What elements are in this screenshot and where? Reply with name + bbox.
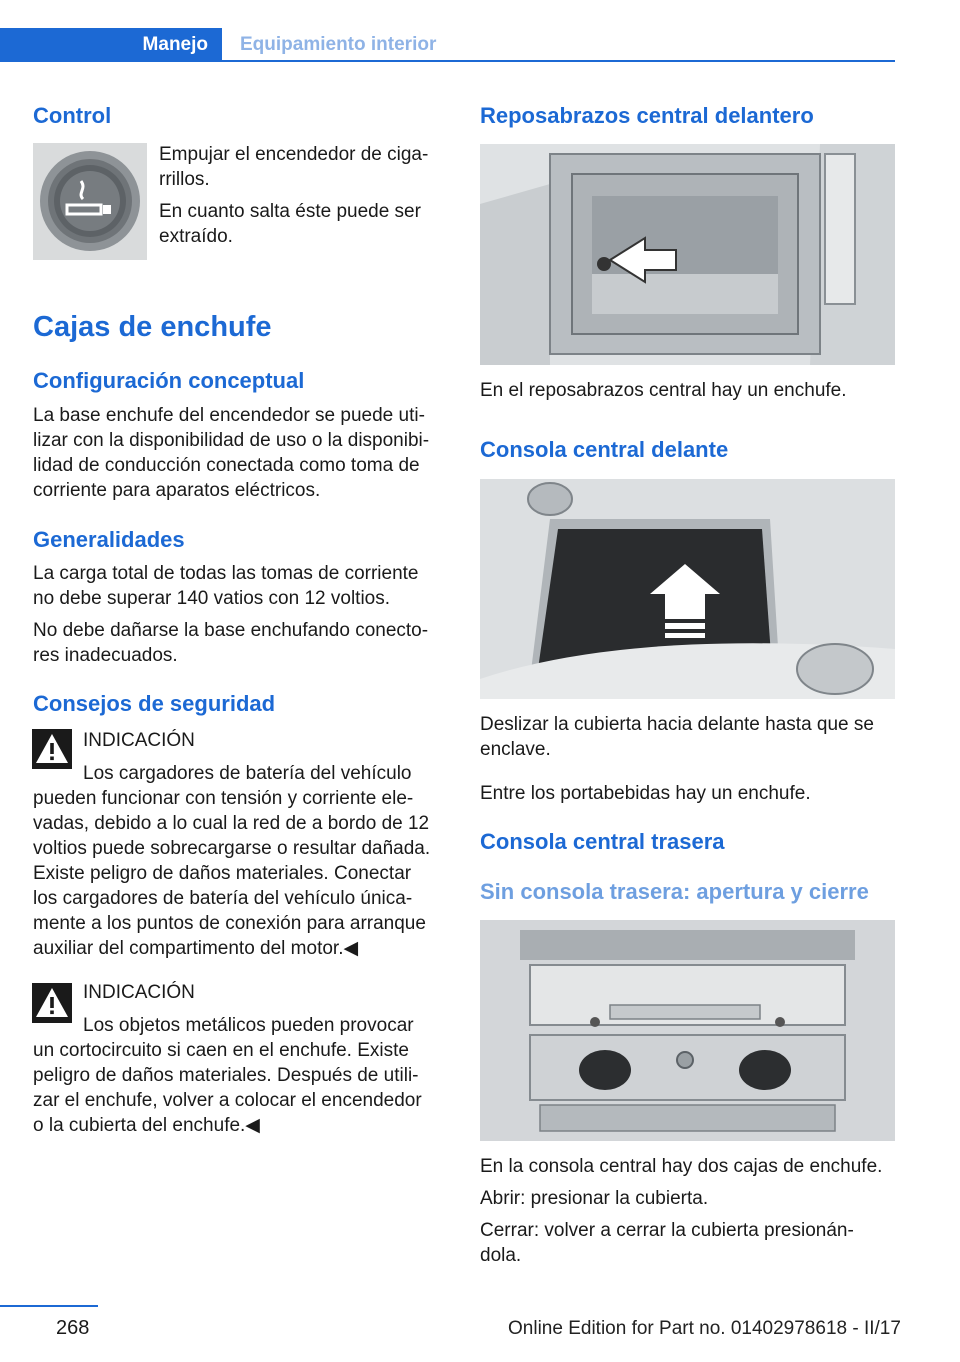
cigarette-lighter-image — [33, 143, 147, 260]
front-console-image — [480, 479, 895, 699]
general-text-2-line: res inadecuados. — [33, 645, 178, 666]
concept-text-line: corriente para aparatos eléctricos. — [33, 480, 321, 501]
control-text-1-line: rrillos. — [159, 169, 210, 190]
control-text-2 — [159, 199, 449, 249]
rear-console-text-2: Abrir: presionar la cubierta. — [480, 1188, 709, 1209]
general-text-2 — [33, 618, 453, 668]
front-console-illustration — [480, 479, 895, 699]
warning-1-line: auxiliar del compartimento del motor.◀ — [33, 938, 359, 959]
rear-console-text-3-line: Cerrar: volver a cerrar la cubierta presionán- — [480, 1220, 854, 1241]
warning-1-line: los cargadores de batería del vehículo única- — [33, 888, 413, 909]
armrest-image — [480, 144, 895, 365]
warning-1-first-line: Los cargadores de batería del vehículo — [83, 763, 412, 784]
front-console-heading: Consola central delante — [480, 437, 729, 462]
page-number: 268 — [56, 1317, 90, 1339]
footer-rule — [0, 1305, 98, 1307]
safety-heading: Consejos de seguridad — [33, 691, 276, 716]
concept-text-line: La base enchufe del encendedor se puede uti- — [33, 405, 425, 426]
header-chapter-tab[interactable]: Manejo — [142, 34, 208, 55]
control-text-1-line: Empujar el encendedor de ciga- — [159, 144, 429, 165]
control-text-1 — [159, 142, 449, 192]
warning-2-line: un cortocircuito si caen en el enchufe. Existe — [33, 1040, 409, 1061]
general-text-2-line: No debe dañarse la base enchufando conecto- — [33, 620, 429, 641]
rear-console-text-3 — [480, 1218, 900, 1268]
warning-1-line: vadas, debido a lo cual la red de a bordo de 12 — [33, 813, 430, 834]
front-console-text-1 — [480, 712, 900, 762]
concept-text — [33, 403, 453, 503]
general-text-1 — [33, 561, 453, 611]
page-title: Cajas de enchufe — [33, 311, 272, 343]
concept-text-line: lidad de conducción conectada como toma de — [33, 455, 420, 476]
warning-2-label: INDICACIÓN — [83, 982, 195, 1003]
control-text-2-line: En cuanto salta éste puede ser — [159, 201, 421, 222]
warning-2-line: zar el enchufe, volver a colocar el encendedor — [33, 1090, 422, 1111]
warning-1-line: voltios puede sobrecargarse o resultar dañada. — [33, 838, 431, 859]
warning-2-first-line: Los objetos metálicos pueden provocar — [83, 1015, 414, 1036]
rear-console-image — [480, 920, 895, 1141]
warning-1-text — [33, 786, 453, 961]
warning-2-line: peligro de daños materiales. Después de utili- — [33, 1065, 419, 1086]
rear-console-text-1: En la consola central hay dos cajas de enchufe. — [480, 1156, 883, 1177]
general-text-1-line: La carga total de todas las tomas de corriente — [33, 563, 419, 584]
general-heading: Generalidades — [33, 527, 185, 552]
concept-text-line: lizar con la disponibilidad de uso o la disponibi- — [33, 430, 430, 451]
armrest-caption: En el reposabrazos central hay un enchufe. — [480, 380, 847, 401]
rear-console-subheading: Sin consola trasera: apertura y cierre — [480, 879, 869, 904]
control-heading: Control — [33, 103, 112, 128]
warning-2-text — [33, 1038, 453, 1138]
front-console-text-1-line: Deslizar la cubierta hacia delante hasta que se — [480, 714, 874, 735]
front-console-text-2: Entre los portabebidas hay un enchufe. — [480, 783, 811, 804]
general-text-1-line: no debe superar 140 vatios con 12 voltios. — [33, 588, 391, 609]
warning-triangle-icon — [32, 983, 72, 1023]
warning-1-line: pueden funcionar con tensión y corriente ele- — [33, 788, 414, 809]
cigarette-lighter-icon — [33, 143, 147, 260]
warning-triangle-icon — [32, 729, 72, 769]
control-text-2-line: extraído. — [159, 226, 233, 247]
armrest-heading: Reposabrazos central delantero — [480, 103, 814, 128]
header-rule — [222, 60, 895, 62]
warning-1-label: INDICACIÓN — [83, 730, 195, 751]
rear-console-heading: Consola central trasera — [480, 829, 725, 854]
warning-1-line: Existe peligro de daños materiales. Conectar — [33, 863, 412, 884]
online-edition-note: Online Edition for Part no. 01402978618 - II/17 — [508, 1318, 901, 1339]
concept-heading: Configuración conceptual — [33, 368, 305, 393]
header-section-tab[interactable]: Equipamiento interior — [240, 34, 437, 55]
warning-2-line: o la cubierta del enchufe.◀ — [33, 1115, 260, 1136]
front-console-text-1-line: enclave. — [480, 739, 551, 760]
armrest-illustration — [480, 144, 895, 365]
rear-console-text-3-line: dola. — [480, 1245, 522, 1266]
warning-1-line: mente a los puntos de conexión para arranque — [33, 913, 426, 934]
rear-console-illustration — [480, 920, 895, 1141]
